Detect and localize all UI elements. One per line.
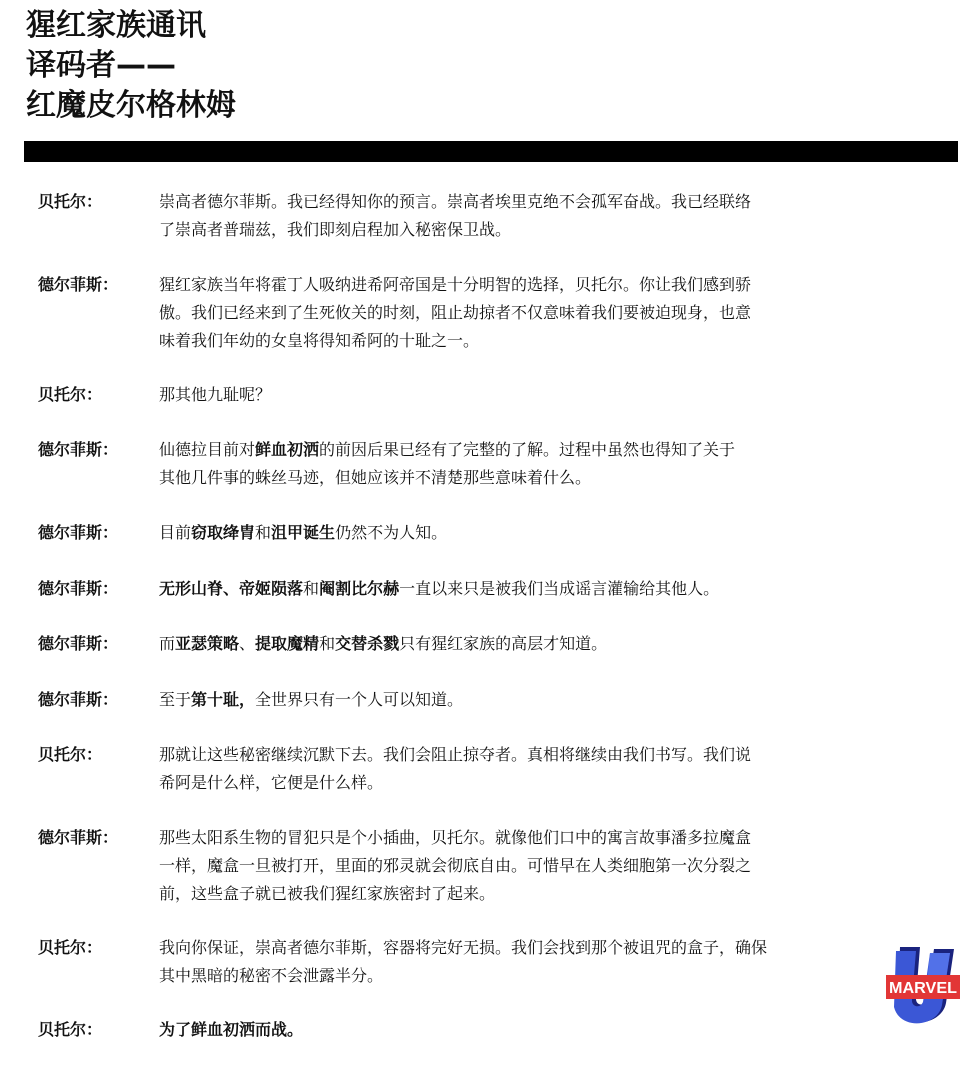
text-segment: 一样，魔盒一旦被打开，里面的邪灵就会彻底自由。可惜早在人类细胞第一次分裂之 [159,856,752,875]
text-segment: 其他几件事的蛛丝马迹，但她应该并不清楚那些意味着什么。 [159,468,592,487]
emphasized-term: 无形山脊 [159,579,224,598]
text-segment: 的前因后果已经有了完整的了解。过程中虽然也得知了关于 [319,440,736,459]
dialogue-line [159,741,829,769]
speaker-name: 贝托尔： [38,745,103,764]
dialogue-line [159,852,829,880]
text-segment: 目前 [159,523,192,542]
text-segment: 那就让这些秘密继续沉默下去。我们会阻止掠夺者。真相将继续由我们书写。我们说 [159,745,752,764]
speaker-name: 德尔菲斯： [38,440,119,459]
text-segment: 和 [319,634,336,653]
text-segment: 那些太阳系生物的冒犯只是个小插曲，贝托尔。就像他们口中的寓言故事潘多拉魔盒 [159,828,752,847]
text-segment: 崇高者德尔菲斯。我已经得知你的预言。崇高者埃里克绝不会孤军奋战。我已经联络 [159,192,752,211]
emphasized-term: 阉割比尔赫 [319,579,400,598]
text-segment: 、 [239,634,256,653]
text-segment: 和 [303,579,320,598]
emphasized-term: 提取魔精 [255,634,320,653]
dialogue-line [159,188,829,216]
dialogue-line [159,381,829,409]
text-segment: 其中黑暗的秘密不会泄露半分。 [159,966,384,985]
dialogue-text [159,519,829,547]
dialogue-line [159,464,829,492]
dialogue-line [159,575,829,603]
text-segment: 猩红家族当年将霍丁人吸纳进希阿帝国是十分明智的选择，贝托尔。你让我们感到骄 [159,275,752,294]
dialogue-line [159,299,829,327]
emphasized-term: 沮甲诞生 [271,523,336,542]
dialogue-line [159,327,829,355]
dialogue-line [159,880,829,908]
dialogue-text [159,741,829,797]
text-segment: 了崇高者普瑞兹，我们即刻启程加入秘密保卫战。 [159,220,512,239]
text-segment: 和 [255,523,272,542]
speaker-name: 贝托尔： [38,192,103,211]
emphasized-term: 窃取绛胄 [191,523,256,542]
dialogue-line [159,1016,829,1044]
title-line-2: 译码者—— [26,48,176,83]
text-segment: 希阿是什么样，它便是什么样。 [159,773,384,792]
dialogue-text [159,188,829,244]
emphasized-term: 交替杀戮 [335,634,400,653]
speaker-name: 贝托尔： [38,385,103,404]
dialogue-text [159,934,829,990]
text-segment: 前，这些盒子就已被我们猩红家族密封了起来。 [159,884,496,903]
dialogue-text [159,575,829,603]
text-segment: 至于 [159,690,192,709]
emphasized-term: 为了鲜血初洒而战。 [159,1020,304,1039]
text-segment: 味着我们年幼的女皇将得知希阿的十耻之一。 [159,331,480,350]
dialogue-line [159,216,829,244]
text-segment: 仍然不为人知。 [335,523,448,542]
marvel-unlimited-u-logo-icon [886,945,962,1027]
text-segment: 一直以来只是被我们当成谣言灌输给其他人。 [399,579,720,598]
dialogue-line [159,436,829,464]
speaker-name: 德尔菲斯： [38,690,119,709]
dialogue-line [159,962,829,990]
text-segment: 仙德拉目前对 [159,440,256,459]
title-line-3: 红魔皮尔格林姆 [26,88,236,123]
text-segment: 我向你保证，崇高者德尔菲斯，容器将完好无损。我们会找到那个被诅咒的盒子，确保 [159,938,768,957]
speaker-name: 贝托尔： [38,1020,103,1039]
emphasized-term: 亚瑟策略 [175,634,240,653]
dialogue-text [159,271,829,355]
speaker-name: 德尔菲斯： [38,634,119,653]
speaker-name: 德尔菲斯： [38,275,119,294]
dialogue-text [159,630,829,658]
dialogue-line [159,519,829,547]
marvel-badge-text: MARVEL [889,980,958,997]
dialogue-text [159,824,829,908]
dialogue-text [159,381,829,409]
dialogue-text [159,686,829,714]
dialogue-line [159,630,829,658]
text-segment: 只有猩红家族的高层才知道。 [399,634,608,653]
emphasized-term: 帝姬陨落 [239,579,304,598]
text-segment: 傲。我们已经来到了生死攸关的时刻，阻止劫掠者不仅意味着我们要被迫现身，也意 [159,303,752,322]
text-segment: 全世界只有一个人可以知道。 [255,690,464,709]
text-segment: 那其他九耻呢？ [159,385,272,404]
title-line-1: 猩红家族通讯 [26,8,206,43]
dialogue-line [159,824,829,852]
speaker-name: 德尔菲斯： [38,828,119,847]
speaker-name: 贝托尔： [38,938,103,957]
text-segment: 而 [159,634,176,653]
emphasized-term: 第十耻， [191,690,256,709]
dialogue-line [159,769,829,797]
dialogue-line [159,686,829,714]
dialogue-line [159,271,829,299]
emphasized-term: 鲜血初洒 [255,440,320,459]
dialogue-text [159,1016,829,1044]
emphasized-term: 、 [223,579,240,598]
speaker-name: 德尔菲斯： [38,579,119,598]
dialogue-line [159,934,829,962]
dialogue-text [159,436,829,492]
speaker-name: 德尔菲斯： [38,523,119,542]
